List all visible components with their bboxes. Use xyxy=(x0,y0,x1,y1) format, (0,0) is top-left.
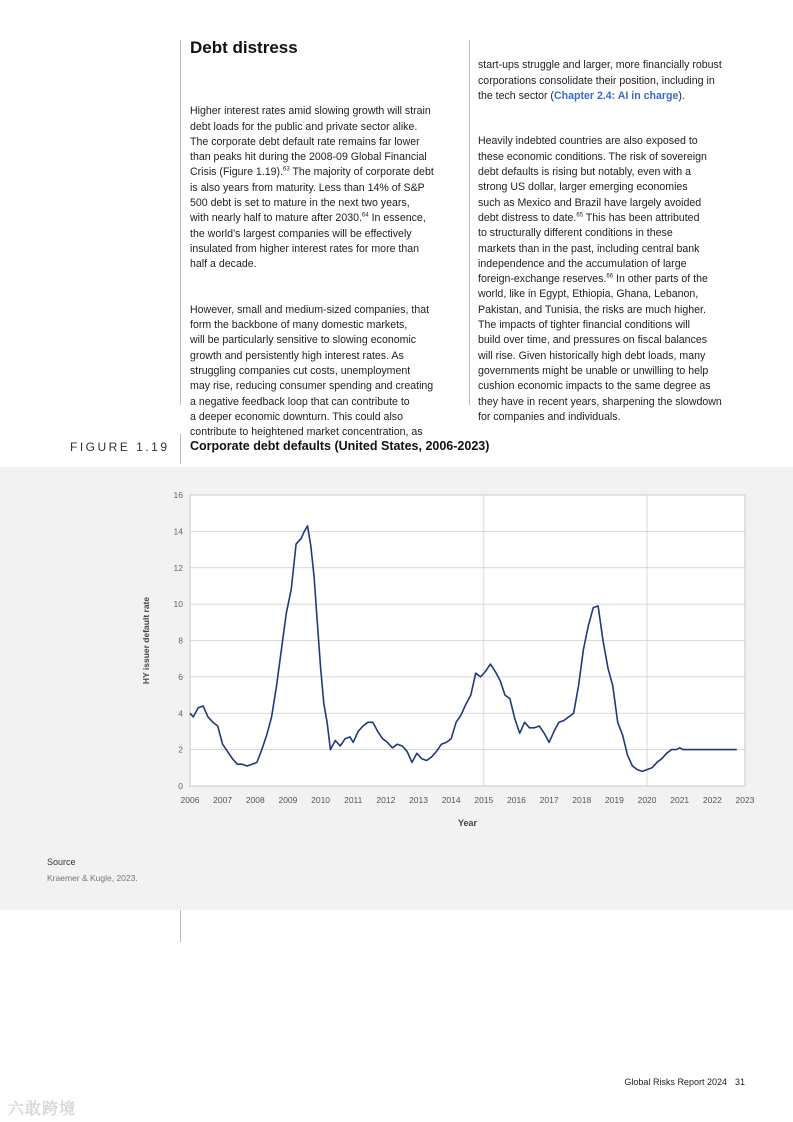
x-tick-label: 2016 xyxy=(507,795,526,805)
right-paragraph-1 xyxy=(478,58,753,104)
left-divider xyxy=(180,40,181,405)
y-tick-label: 2 xyxy=(178,744,183,755)
report-name: Global Risks Report 2024 xyxy=(624,1077,727,1087)
x-tick-label: 2010 xyxy=(311,795,331,805)
text-span: Heavily indebted countries are also exposed to these economic conditions. The risk of sovereign debt defaults is rising but notably, even with a strong US dollar, larger emerging economies such as Mexico and Brazil have largely avoided debt distress to date. xyxy=(478,135,707,224)
x-tick-label: 2023 xyxy=(735,795,755,805)
right-text-column xyxy=(478,43,753,455)
left-text-column xyxy=(190,89,460,471)
footnote-ref[interactable]: 65 xyxy=(576,212,584,219)
x-tick-label: 2008 xyxy=(245,795,265,805)
text-span: This has been attributed to structurally different conditions in these markets than in the past, including central bank independence and the accumulation of large foreign-exchange reserves. xyxy=(478,211,700,286)
x-tick-label: 2022 xyxy=(702,795,722,805)
source-heading: Source xyxy=(47,857,76,867)
footnote-ref[interactable]: 66 xyxy=(606,273,614,280)
left-paragraph-2: However, small and medium-sized companies, that form the backbone of many domestic markets, will be particularly sensitive to slowing economic growth and persistently high interest rates. As struggling companies cut costs, unemployment may rise, reducing consumer spending and creating a negative feedback loop that can contribute to a deeper economic downturn. This could also contribute to heightened market concentration, as xyxy=(190,303,434,439)
x-tick-label: 2009 xyxy=(278,795,298,805)
x-axis-label: Year xyxy=(457,818,478,828)
page-number: 31 xyxy=(734,1077,745,1087)
x-tick-label: 2011 xyxy=(344,795,363,805)
figure-panel xyxy=(0,467,793,910)
y-tick-label: 4 xyxy=(178,708,183,719)
x-tick-label: 2007 xyxy=(213,795,233,805)
y-axis-label: HY issuer default rate xyxy=(141,596,151,685)
left-paragraph-1 xyxy=(190,104,460,272)
column-divider xyxy=(469,40,470,405)
y-tick-label: 12 xyxy=(173,562,183,573)
x-tick-label: 2015 xyxy=(474,795,494,805)
x-tick-label: 2017 xyxy=(539,795,559,805)
line-chart xyxy=(0,467,793,910)
y-tick-label: 14 xyxy=(173,526,183,537)
text-span: In other parts of the world, like in Egypt, Ethiopia, Ghana, Lebanon, Pakistan, and Tunisia, the risks are much higher. The impacts of tighter financial conditions will build over time, and pressures on fiscal balances will rise. Given historically high debt loads, many governments might be unable or unwilling to help cushion economic impacts to the same degree as they have in recent years, sharpening the slowdown for companies and individuals. xyxy=(478,273,722,423)
text-span: In essence, the world’s largest companies will be effectively insulated from higher interest rates for more than half a decade. xyxy=(190,212,426,271)
y-tick-label: 0 xyxy=(178,781,183,791)
watermark-logo: 六敢跨境 xyxy=(8,1101,77,1118)
y-tick-label: 8 xyxy=(178,635,183,646)
x-tick-label: 2012 xyxy=(376,795,396,805)
x-tick-label: 2013 xyxy=(409,795,428,805)
figure-title: Corporate debt defaults (United States, 2006-2023) xyxy=(190,439,490,453)
x-tick-label: 2020 xyxy=(637,795,657,805)
x-tick-label: 2021 xyxy=(670,795,690,805)
chapter-link[interactable]: Chapter 2.4: AI in charge xyxy=(553,89,679,102)
text-span: ). xyxy=(678,89,685,102)
x-tick-label: 2006 xyxy=(180,795,200,805)
x-tick-label: 2019 xyxy=(604,795,624,805)
footnote-ref[interactable]: 63 xyxy=(283,166,290,173)
page-footer xyxy=(624,1077,745,1087)
y-tick-label: 10 xyxy=(173,599,183,610)
figure-divider xyxy=(180,434,181,464)
y-tick-label: 6 xyxy=(178,671,183,682)
source-text: Kraemer & Kugle, 2023. xyxy=(47,873,138,883)
section-heading: Debt distress xyxy=(190,38,298,57)
footnote-ref[interactable]: 64 xyxy=(361,212,369,219)
text-span: start-ups struggle and larger, more financially robust corporations consolidate their position, including in the tech sector ( xyxy=(478,59,722,102)
x-tick-label: 2014 xyxy=(441,795,461,805)
x-tick-label: 2018 xyxy=(572,795,592,805)
figure-label: FIGURE 1.19 xyxy=(70,440,170,454)
bottom-divider xyxy=(180,910,181,942)
text-span: Higher interest rates amid slowing growth will strain debt loads for the public and private sector alike. The corporate debt default rate remains far lower than peaks hit during the 2008-09 Global Financial Crisis (Figure 1.19). xyxy=(190,105,431,179)
text-span: The majority of corporate debt is also years from maturity. Less than 14% of S&P 500 debt is set to mature in the next two years, with nearly half to mature after 2030. xyxy=(190,166,434,225)
right-paragraph-2 xyxy=(478,134,753,425)
y-tick-label: 16 xyxy=(173,490,183,500)
